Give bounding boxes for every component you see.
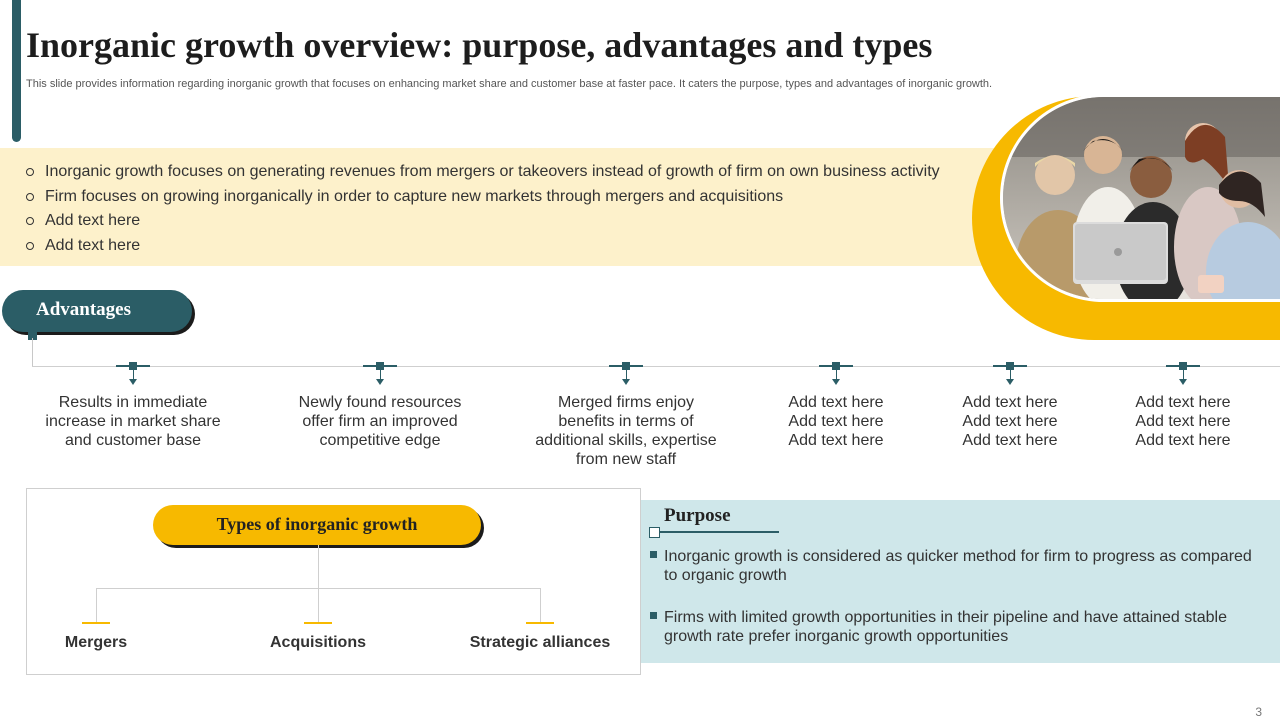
type-label-acquisitions: Acquisitions	[269, 634, 366, 651]
advantage-text: Add text here Add text here Add text here	[1135, 394, 1231, 449]
advantage-text: Add text here Add text here Add text here	[788, 394, 884, 449]
intro-bullet	[26, 209, 940, 234]
advantage-text: Newly found resources offer firm an improved competitive edge	[298, 394, 462, 449]
advantage-item	[1083, 360, 1280, 450]
type-label-mergers: Mergers	[64, 634, 128, 651]
square-bullet-icon	[650, 551, 657, 558]
slide-title: Inorganic growth overview: purpose, advantages and types	[26, 25, 933, 65]
advantages-heading: Advantages	[2, 290, 192, 332]
advantage-item	[280, 360, 480, 450]
purpose-item: Firms with limited growth opportunities in their pipeline and have attained stable growth rate prefer inorganic growth opportunities	[664, 608, 1264, 646]
intro-bullet-text: Firm focuses on growing inorganically in order to capture new markets through mergers and acquisitions	[45, 187, 784, 205]
arrow-marker-icon	[526, 360, 726, 390]
intro-bullet-text: Add text here	[45, 236, 141, 254]
type-label-strategic-alliances: Strategic alliances	[469, 634, 611, 651]
intro-bullet	[26, 185, 940, 210]
types-heading: Types of inorganic growth	[153, 505, 481, 545]
purpose-item: Inorganic growth is considered as quicker method for firm to progress as compared to organic growth	[664, 547, 1264, 585]
types-tree-drop	[318, 588, 319, 623]
purpose-node-icon	[649, 527, 660, 538]
circle-bullet-icon	[26, 217, 34, 225]
team-photo	[1000, 94, 1280, 302]
types-tree-trunk	[318, 545, 319, 589]
advantage-text: Merged firms enjoy benefits in terms of additional skills, expertise from new staff	[535, 394, 717, 468]
advantage-item	[910, 360, 1110, 450]
circle-bullet-icon	[26, 168, 34, 176]
slide-subtitle: This slide provides information regarding inorganic growth that focuses on enhancing market share and customer base at faster pace. It caters the purpose, types and advantages of inorganic growth.	[26, 78, 993, 90]
arrow-marker-icon	[1083, 360, 1280, 390]
advantage-text: Results in immediate increase in market share and customer base	[45, 394, 221, 449]
arrow-marker-icon	[280, 360, 480, 390]
types-yellow-tick	[82, 622, 110, 624]
types-yellow-tick	[304, 622, 332, 624]
arrow-marker-icon	[910, 360, 1110, 390]
square-bullet-icon	[650, 612, 657, 619]
types-yellow-tick	[526, 622, 554, 624]
types-tree-drop	[540, 588, 541, 623]
intro-bullet-text: Inorganic growth focuses on generating revenues from mergers or takeovers instead of growth of firm on own business activity	[45, 163, 940, 180]
advantage-text: Add text here Add text here Add text here	[962, 394, 1058, 449]
intro-bullet-list	[26, 160, 940, 258]
arrow-marker-icon	[736, 360, 936, 390]
advantage-item	[736, 360, 936, 450]
intro-bullet	[26, 160, 940, 185]
team-photo-illustration	[1003, 97, 1280, 302]
intro-bullet	[26, 234, 940, 259]
team-photo-frame	[972, 88, 1280, 340]
types-tree-drop	[96, 588, 97, 623]
advantage-item	[526, 360, 726, 469]
advantage-item	[33, 360, 233, 450]
circle-bullet-icon	[26, 242, 34, 250]
purpose-heading: Purpose	[664, 505, 731, 526]
page-number: 3	[1255, 705, 1262, 719]
title-accent-bar	[12, 0, 21, 142]
intro-bullet-text: Add text here	[45, 212, 141, 229]
arrow-marker-icon	[33, 360, 233, 390]
purpose-underline	[654, 531, 779, 533]
circle-bullet-icon	[26, 193, 34, 201]
